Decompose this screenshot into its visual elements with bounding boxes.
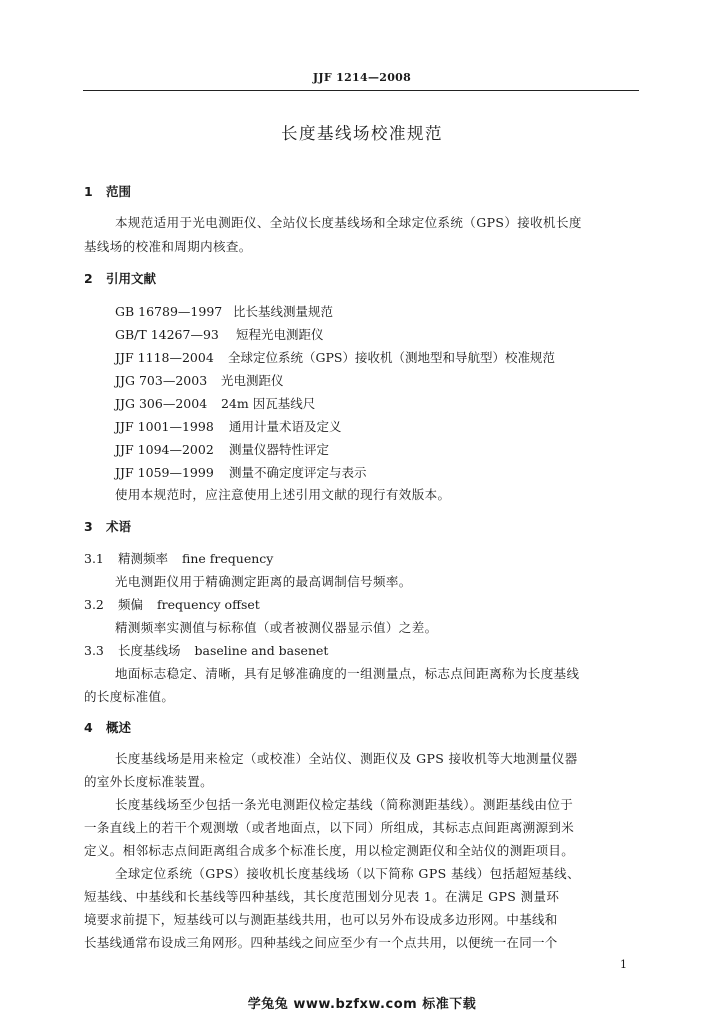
term-3-3 [84, 641, 328, 659]
reference-title: 光电测距仪 [221, 373, 284, 388]
reference-title: 通用计量术语及定义 [229, 419, 342, 434]
reference-title: 测量仪器特性评定 [229, 442, 330, 457]
section-4-heading [84, 718, 131, 736]
reference-code: JJF 1094—2002 [115, 442, 214, 457]
document-title: 长度基线场校准规范 [281, 124, 443, 143]
term-en: fine frequency [182, 551, 274, 566]
reference-item [115, 394, 315, 412]
section-title: 范围 [106, 184, 132, 199]
scope-line-2: 基线场的校准和周期内核查。 [84, 239, 252, 254]
term-definition-cont: 的长度标准值。 [84, 689, 175, 704]
reference-item [115, 348, 555, 366]
reference-code: JJF 1001—1998 [115, 419, 214, 434]
reference-title: 短程光电测距仪 [236, 327, 324, 342]
reference-title: 测量不确定度评定与表示 [229, 465, 367, 480]
overview-p2-line: 定义。相邻标志点间距离组合成多个标准长度，用以检定测距仪和全站仪的测距项目。 [84, 843, 575, 858]
reference-code: JJG 703—2003 [115, 373, 208, 388]
scope-line-1: 本规范适用于光电测距仪、全站仪长度基线场和全球定位系统（GPS）接收机长度 [115, 215, 582, 230]
overview-p3-line: 境要求前提下，短基线可以与测距基线共用，也可以另外布设成多边形网。中基线和 [84, 912, 558, 927]
reference-item [115, 325, 324, 343]
reference-item [115, 417, 342, 435]
reference-item [115, 463, 367, 481]
section-2-heading [84, 269, 156, 287]
term-3-1 [84, 549, 273, 567]
term-definition: 地面标志稳定、清晰，具有足够准确度的一组测量点，标志点间距离称为长度基线 [115, 666, 580, 681]
overview-p1-line: 长度基线场是用来检定（或校准）全站仪、测距仪及 GPS 接收机等大地测量仪器 [115, 751, 578, 766]
reference-code: GB 16789—1997 [115, 304, 223, 319]
reference-title: 全球定位系统（GPS）接收机（测地型和导航型）校准规范 [228, 350, 555, 365]
watermark-footer: 学兔兔 www.bzfxw.com 标准下载 [247, 997, 477, 1012]
term-definition: 精测频率实测值与标称值（或者被测仪器显示值）之差。 [115, 620, 438, 635]
reference-item [115, 302, 333, 320]
term-3-2 [84, 595, 260, 613]
section-number: 4 [84, 720, 93, 735]
reference-item [115, 440, 329, 458]
reference-title: 24m 因瓦基线尺 [221, 396, 316, 411]
reference-item [115, 371, 284, 389]
section-title: 术语 [106, 519, 132, 534]
overview-p2-line: 一条直线上的若干个观测墩（或者地面点，以下同）所组成，其标志点间距离溯源到米 [84, 820, 575, 835]
section-title: 概述 [106, 720, 132, 735]
reference-code: JJF 1059—1999 [115, 465, 214, 480]
reference-code: JJF 1118—2004 [115, 350, 214, 365]
term-en: frequency offset [157, 597, 260, 612]
reference-title: 比长基线测量规范 [233, 304, 334, 319]
page-number: 1 [620, 958, 627, 971]
overview-p1-line: 的室外长度标准装置。 [84, 774, 214, 789]
section-title: 引用文献 [106, 271, 157, 286]
running-header: JJF 1214—2008 [312, 71, 412, 84]
term-zh: 精测频率 [118, 551, 169, 566]
term-number: 3.1 [84, 551, 104, 566]
term-number: 3.2 [84, 597, 104, 612]
reference-code: JJG 306—2004 [115, 396, 208, 411]
term-zh: 频偏 [118, 597, 144, 612]
term-zh: 长度基线场 [118, 643, 181, 658]
term-definition: 光电测距仪用于精确测定距离的最高调制信号频率。 [115, 574, 412, 589]
term-en: baseline and basenet [194, 643, 329, 658]
overview-p3-line: 全球定位系统（GPS）接收机长度基线场（以下简称 GPS 基线）包括超短基线、 [115, 866, 580, 881]
references-note: 使用本规范时，应注意使用上述引用文献的现行有效版本。 [115, 487, 451, 502]
overview-p3-line: 长基线通常布设成三角网形。四种基线之间应至少有一个点共用，以便统一在同一个 [84, 935, 558, 950]
reference-code: GB/T 14267—93 [115, 327, 219, 342]
header-rule [83, 90, 639, 91]
term-number: 3.3 [84, 643, 104, 658]
section-1-heading [84, 182, 131, 200]
section-number: 2 [84, 271, 93, 286]
overview-p3-line: 短基线、中基线和长基线等四种基线，其长度范围划分见表 1。在满足 GPS 测量环 [84, 889, 560, 904]
section-number: 1 [84, 184, 93, 199]
section-number: 3 [84, 519, 93, 534]
section-3-heading [84, 517, 131, 535]
overview-p2-line: 长度基线场至少包括一条光电测距仪检定基线（简称测距基线）。测距基线由位于 [115, 797, 574, 812]
